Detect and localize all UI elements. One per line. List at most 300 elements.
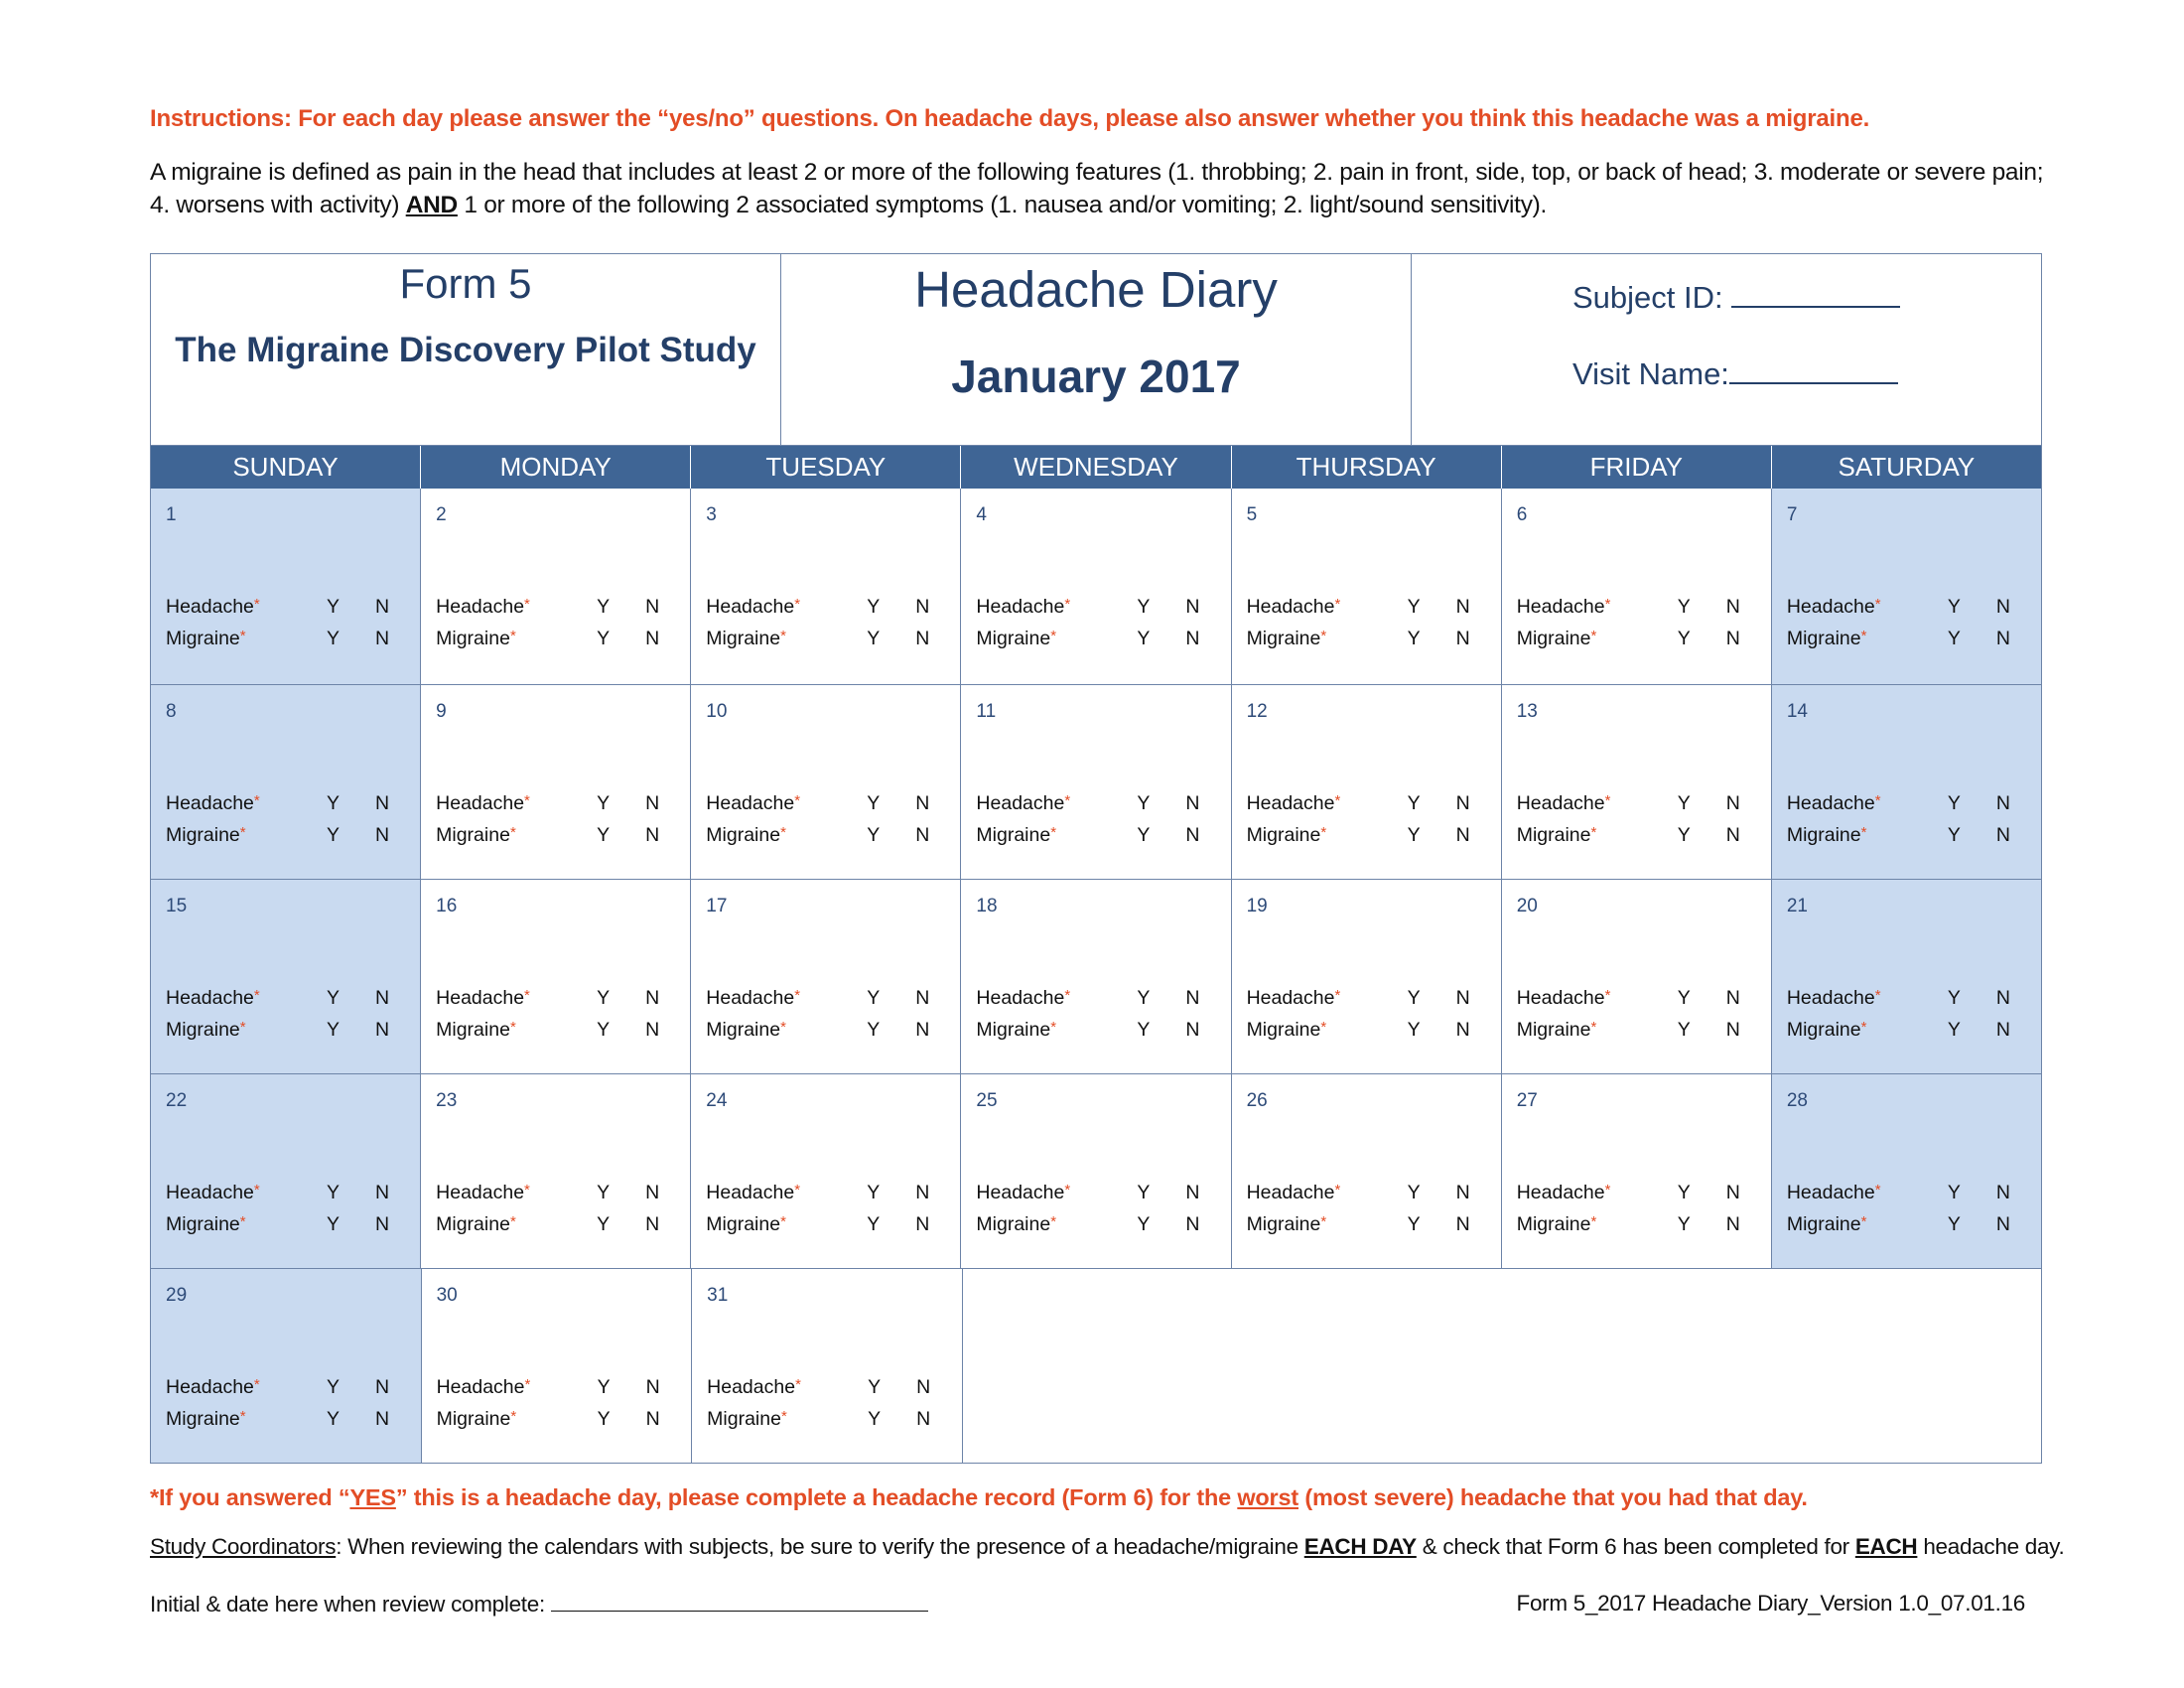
headache-label: Headache xyxy=(436,987,525,1009)
headache-yes-option[interactable]: Y xyxy=(867,792,881,814)
day-number: 21 xyxy=(1786,896,1808,916)
calendar-empty-cell xyxy=(962,1269,1233,1463)
headache-label: Headache xyxy=(436,596,525,618)
migraine-no-option[interactable]: N xyxy=(1455,628,1470,649)
migraine-no-option[interactable]: N xyxy=(915,824,930,846)
migraine-no-option[interactable]: N xyxy=(375,1019,390,1041)
headache-no-option[interactable]: N xyxy=(375,1376,390,1398)
migraine-label: Migraine xyxy=(1516,1019,1591,1041)
migraine-yes-option[interactable]: Y xyxy=(597,1213,611,1235)
required-marker: * xyxy=(509,1019,516,1036)
migraine-no-option[interactable]: N xyxy=(645,1408,660,1430)
headache-no-option[interactable]: N xyxy=(915,792,930,814)
day-number: 15 xyxy=(166,896,188,916)
migraine-yes-option[interactable]: Y xyxy=(1947,824,1961,846)
headache-no-option[interactable]: N xyxy=(375,792,390,814)
headache-question xyxy=(1787,987,2025,1010)
initial-blank[interactable] xyxy=(551,1591,928,1612)
headache-label: Headache xyxy=(706,596,795,618)
headache-no-option[interactable]: N xyxy=(375,1182,390,1203)
headache-yes-option[interactable]: Y xyxy=(597,1376,611,1398)
required-marker: * xyxy=(1604,1182,1611,1198)
required-marker: * xyxy=(1334,1182,1341,1198)
headache-yes-option[interactable]: Y xyxy=(1677,596,1691,618)
headache-yes-option[interactable]: Y xyxy=(327,1182,341,1203)
migraine-yes-option[interactable]: Y xyxy=(597,824,611,846)
headache-no-option[interactable]: N xyxy=(1455,596,1470,618)
headache-label: Headache xyxy=(1246,792,1335,814)
calendar-day-cell xyxy=(960,685,1230,879)
headache-yes-option[interactable]: Y xyxy=(1947,792,1961,814)
headache-yes-option[interactable]: Y xyxy=(1137,987,1151,1009)
migraine-no-option[interactable]: N xyxy=(1185,824,1200,846)
headache-no-option[interactable]: N xyxy=(1185,596,1200,618)
migraine-yes-option[interactable]: Y xyxy=(867,1213,881,1235)
required-marker: * xyxy=(1874,792,1881,809)
headache-yes-option[interactable]: Y xyxy=(327,596,341,618)
subject-id-field[interactable] xyxy=(1572,280,1900,316)
calendar-day-cell xyxy=(1231,880,1501,1073)
migraine-no-option[interactable]: N xyxy=(916,1408,931,1430)
headache-no-option[interactable]: N xyxy=(1455,792,1470,814)
required-marker: * xyxy=(1050,628,1057,644)
migraine-question xyxy=(1247,824,1485,847)
headache-no-option[interactable]: N xyxy=(375,987,390,1009)
calendar-day-cell xyxy=(960,489,1230,684)
headache-no-option[interactable]: N xyxy=(1995,792,2010,814)
migraine-no-option[interactable]: N xyxy=(1725,628,1740,649)
headache-yes-option[interactable]: Y xyxy=(867,987,881,1009)
headache-no-option[interactable]: N xyxy=(1725,1182,1740,1203)
headache-no-option[interactable]: N xyxy=(915,1182,930,1203)
migraine-no-option[interactable]: N xyxy=(1995,1019,2010,1041)
headache-question xyxy=(1787,792,2025,815)
migraine-yes-option[interactable]: Y xyxy=(1137,628,1151,649)
migraine-label: Migraine xyxy=(1246,1213,1321,1235)
day-number: 25 xyxy=(976,1090,998,1111)
headache-yes-option[interactable]: Y xyxy=(1947,987,1961,1009)
headache-no-option[interactable]: N xyxy=(1455,987,1470,1009)
note-part2: ” this is a headache day, please complete a headache record (Form 6) for the xyxy=(395,1484,1238,1510)
subject-id-blank[interactable] xyxy=(1731,280,1900,308)
visit-name-field[interactable] xyxy=(1572,356,1898,392)
headache-no-option[interactable]: N xyxy=(645,1376,660,1398)
migraine-label: Migraine xyxy=(436,1213,510,1235)
migraine-yes-option[interactable]: Y xyxy=(597,628,611,649)
required-marker: * xyxy=(524,987,530,1004)
migraine-no-option[interactable]: N xyxy=(1995,824,2010,846)
headache-label: Headache xyxy=(1786,596,1875,618)
required-marker: * xyxy=(1064,987,1071,1004)
headache-yes-option[interactable]: Y xyxy=(327,987,341,1009)
migraine-label: Migraine xyxy=(1516,1213,1591,1235)
headache-label: Headache xyxy=(1786,792,1875,814)
migraine-yes-option[interactable]: Y xyxy=(1407,1019,1421,1041)
migraine-label: Migraine xyxy=(436,628,510,649)
headache-question xyxy=(1517,792,1755,815)
required-marker: * xyxy=(253,792,260,809)
headache-no-option[interactable]: N xyxy=(915,596,930,618)
calendar-day-cell xyxy=(690,1074,960,1268)
calendar-day-cell xyxy=(421,1269,692,1463)
calendar-week-row xyxy=(151,684,2041,879)
required-marker: * xyxy=(780,1019,786,1036)
visit-name-blank[interactable] xyxy=(1729,356,1898,384)
migraine-question xyxy=(706,824,944,847)
headache-label: Headache xyxy=(706,1182,795,1203)
headache-question xyxy=(976,596,1214,619)
migraine-no-option[interactable]: N xyxy=(1725,824,1740,846)
headache-label: Headache xyxy=(976,1182,1065,1203)
headache-no-option[interactable]: N xyxy=(1185,987,1200,1009)
day-number: 24 xyxy=(706,1090,728,1111)
day-number: 14 xyxy=(1786,701,1808,722)
required-marker: * xyxy=(253,596,260,613)
migraine-no-option[interactable]: N xyxy=(1455,1213,1470,1235)
required-marker: * xyxy=(524,596,530,613)
headache-no-option[interactable]: N xyxy=(645,1182,660,1203)
headache-question xyxy=(1247,1182,1485,1204)
migraine-label: Migraine xyxy=(976,1019,1051,1041)
calendar-day-cell xyxy=(420,880,690,1073)
headache-question xyxy=(1247,987,1485,1010)
migraine-question xyxy=(976,824,1214,847)
migraine-no-option[interactable]: N xyxy=(915,1213,930,1235)
calendar-empty-cell xyxy=(1502,1269,1772,1463)
headache-yes-option[interactable]: Y xyxy=(597,987,611,1009)
required-marker: * xyxy=(1590,628,1597,644)
headache-yes-option[interactable]: Y xyxy=(867,596,881,618)
headache-no-option[interactable]: N xyxy=(645,596,660,618)
migraine-yes-option[interactable]: Y xyxy=(1137,1213,1151,1235)
headache-yes-option[interactable]: Y xyxy=(867,1182,881,1203)
headache-yes-option[interactable]: Y xyxy=(1407,792,1421,814)
migraine-yes-option[interactable]: Y xyxy=(597,1019,611,1041)
required-marker: * xyxy=(1064,792,1071,809)
headache-no-option[interactable]: N xyxy=(915,987,930,1009)
migraine-label: Migraine xyxy=(1516,824,1591,846)
headache-question xyxy=(1247,792,1485,815)
headache-yes-option[interactable]: Y xyxy=(1407,1182,1421,1203)
coord-part2: & check that Form 6 has been completed for xyxy=(1416,1534,1855,1559)
coord-part3: headache day. xyxy=(1917,1534,2065,1559)
day-number: 2 xyxy=(436,504,447,525)
required-marker: * xyxy=(239,1213,246,1230)
headache-no-option[interactable]: N xyxy=(1725,792,1740,814)
headache-question xyxy=(976,792,1214,815)
required-marker: * xyxy=(253,1182,260,1198)
coord-part1: : When reviewing the calendars with subjects, be sure to verify the presence of a headache/migraine xyxy=(336,1534,1304,1559)
version-label: Form 5_2017 Headache Diary_Version 1.0_07.01.16 xyxy=(1516,1591,2025,1616)
required-marker: * xyxy=(1064,596,1071,613)
migraine-yes-option[interactable]: Y xyxy=(1407,1213,1421,1235)
migraine-question xyxy=(1247,1213,1485,1236)
migraine-yes-option[interactable]: Y xyxy=(327,1019,341,1041)
migraine-label: Migraine xyxy=(1246,1019,1321,1041)
headache-question xyxy=(436,792,674,815)
migraine-label: Migraine xyxy=(706,628,781,649)
migraine-question xyxy=(1517,1213,1755,1236)
headache-yes-option[interactable]: Y xyxy=(597,792,611,814)
migraine-label: Migraine xyxy=(976,628,1051,649)
required-marker: * xyxy=(1320,1019,1327,1036)
migraine-no-option[interactable]: N xyxy=(645,824,660,846)
headache-yes-option[interactable]: Y xyxy=(327,792,341,814)
headache-label: Headache xyxy=(166,792,254,814)
migraine-no-option[interactable]: N xyxy=(375,824,390,846)
required-marker: * xyxy=(1590,1019,1597,1036)
headache-no-option[interactable]: N xyxy=(1185,792,1200,814)
migraine-yes-option[interactable]: Y xyxy=(1947,628,1961,649)
headache-question xyxy=(1247,596,1485,619)
day-number: 7 xyxy=(1786,504,1798,525)
migraine-label: Migraine xyxy=(706,824,781,846)
headache-no-option[interactable]: N xyxy=(1995,987,2010,1009)
required-marker: * xyxy=(253,987,260,1004)
headache-yes-option[interactable]: Y xyxy=(1677,987,1691,1009)
headache-yes-option[interactable]: Y xyxy=(1677,792,1691,814)
headache-label: Headache xyxy=(436,1182,525,1203)
headache-no-option[interactable]: N xyxy=(1995,1182,2010,1203)
calendar-day-cell xyxy=(1771,489,2041,684)
required-marker: * xyxy=(1860,824,1867,841)
headache-yes-option[interactable]: Y xyxy=(1677,1182,1691,1203)
day-number: 1 xyxy=(166,504,177,525)
calendar-day-cell xyxy=(1231,685,1501,879)
required-marker: * xyxy=(780,1408,787,1425)
headache-yes-option[interactable]: Y xyxy=(1137,1182,1151,1203)
note-worst: worst xyxy=(1237,1484,1298,1510)
headache-question xyxy=(436,596,674,619)
headache-yes-option[interactable]: Y xyxy=(1407,596,1421,618)
migraine-yes-option[interactable]: Y xyxy=(327,1408,341,1430)
migraine-definition xyxy=(150,156,2056,221)
day-number: 6 xyxy=(1516,504,1528,525)
migraine-no-option[interactable]: N xyxy=(645,1213,660,1235)
headache-label: Headache xyxy=(706,987,795,1009)
headache-no-option[interactable]: N xyxy=(1185,1182,1200,1203)
required-marker: * xyxy=(1320,824,1327,841)
headache-no-option[interactable]: N xyxy=(1725,596,1740,618)
weekday-saturday: SATURDAY xyxy=(1771,446,2041,489)
required-marker: * xyxy=(239,628,246,644)
headache-no-option[interactable]: N xyxy=(916,1376,931,1398)
headache-label: Headache xyxy=(1786,1182,1875,1203)
migraine-yes-option[interactable]: Y xyxy=(867,1019,881,1041)
headache-label: Headache xyxy=(166,596,254,618)
calendar-day-cell xyxy=(690,880,960,1073)
day-number: 8 xyxy=(166,701,177,722)
migraine-yes-option[interactable]: Y xyxy=(1407,824,1421,846)
calendar-day-cell xyxy=(151,489,420,684)
day-number: 28 xyxy=(1786,1090,1808,1111)
migraine-yes-option[interactable]: Y xyxy=(1947,1019,1961,1041)
migraine-no-option[interactable]: N xyxy=(645,1019,660,1041)
headache-yes-option[interactable]: Y xyxy=(1947,596,1961,618)
headache-question xyxy=(706,792,944,815)
required-marker: * xyxy=(794,1182,801,1198)
required-marker: * xyxy=(1334,596,1341,613)
migraine-yes-option[interactable]: Y xyxy=(597,1408,611,1430)
diary-title: Headache Diary xyxy=(914,261,1278,318)
calendar-day-cell xyxy=(151,1269,421,1463)
migraine-no-option[interactable]: N xyxy=(645,628,660,649)
migraine-yes-option[interactable]: Y xyxy=(868,1408,882,1430)
day-number: 13 xyxy=(1516,701,1538,722)
headache-question xyxy=(437,1376,675,1399)
migraine-question xyxy=(976,628,1214,650)
migraine-no-option[interactable]: N xyxy=(1995,1213,2010,1235)
headache-yes-option[interactable]: Y xyxy=(868,1376,882,1398)
migraine-label: Migraine xyxy=(436,824,510,846)
migraine-question xyxy=(166,628,404,650)
migraine-yes-option[interactable]: Y xyxy=(1677,1213,1691,1235)
migraine-yes-option[interactable]: Y xyxy=(327,1213,341,1235)
migraine-no-option[interactable]: N xyxy=(1455,824,1470,846)
migraine-question xyxy=(1787,1213,2025,1236)
weekday-header-row xyxy=(151,446,2041,489)
form-header xyxy=(150,253,2042,446)
headache-yes-option[interactable]: Y xyxy=(1137,792,1151,814)
required-marker: * xyxy=(1320,628,1327,644)
required-marker: * xyxy=(794,596,801,613)
review-initial-field[interactable] xyxy=(150,1591,928,1618)
required-marker: * xyxy=(239,1019,246,1036)
required-marker: * xyxy=(239,824,246,841)
migraine-no-option[interactable]: N xyxy=(915,1019,930,1041)
calendar-day-cell xyxy=(1231,489,1501,684)
headache-no-option[interactable]: N xyxy=(645,792,660,814)
calendar-day-cell xyxy=(690,489,960,684)
required-marker: * xyxy=(239,1408,246,1425)
note-yes: YES xyxy=(349,1484,396,1510)
headache-no-option[interactable]: N xyxy=(375,596,390,618)
migraine-question xyxy=(436,1213,674,1236)
headache-label: Headache xyxy=(707,1376,796,1398)
migraine-no-option[interactable]: N xyxy=(375,1408,390,1430)
migraine-no-option[interactable]: N xyxy=(1725,1213,1740,1235)
calendar-day-cell xyxy=(1501,489,1771,684)
migraine-label: Migraine xyxy=(976,1213,1051,1235)
calendar-day-cell xyxy=(1771,685,2041,879)
calendar-week-row xyxy=(151,879,2041,1073)
migraine-yes-option[interactable]: Y xyxy=(1677,1019,1691,1041)
migraine-no-option[interactable]: N xyxy=(1185,1019,1200,1041)
migraine-question xyxy=(436,824,674,847)
migraine-no-option[interactable]: N xyxy=(1995,628,2010,649)
headache-label: Headache xyxy=(1246,596,1335,618)
day-number: 22 xyxy=(166,1090,188,1111)
headache-question xyxy=(166,1376,404,1399)
calendar-day-cell xyxy=(1771,880,2041,1073)
migraine-question xyxy=(1247,1019,1485,1042)
headache-label: Headache xyxy=(1516,792,1605,814)
headache-no-option[interactable]: N xyxy=(645,987,660,1009)
headache-no-option[interactable]: N xyxy=(1995,596,2010,618)
migraine-yes-option[interactable]: Y xyxy=(867,824,881,846)
day-number: 29 xyxy=(166,1285,188,1306)
calendar-weeks xyxy=(151,489,2041,1463)
migraine-question xyxy=(706,1019,944,1042)
migraine-label: Migraine xyxy=(1786,1213,1861,1235)
migraine-no-option[interactable]: N xyxy=(915,628,930,649)
form-info-cell xyxy=(151,254,780,445)
headache-yes-option[interactable]: Y xyxy=(1947,1182,1961,1203)
headache-yes-option[interactable]: Y xyxy=(1407,987,1421,1009)
definition-and: AND xyxy=(405,192,458,218)
headache-no-option[interactable]: N xyxy=(1455,1182,1470,1203)
headache-no-option[interactable]: N xyxy=(1725,987,1740,1009)
migraine-yes-option[interactable]: Y xyxy=(1137,1019,1151,1041)
required-marker: * xyxy=(1860,1019,1867,1036)
migraine-no-option[interactable]: N xyxy=(375,628,390,649)
migraine-no-option[interactable]: N xyxy=(375,1213,390,1235)
migraine-yes-option[interactable]: Y xyxy=(1407,628,1421,649)
headache-label: Headache xyxy=(1516,987,1605,1009)
required-marker: * xyxy=(1874,596,1881,613)
instructions-text: Instructions: For each day please answer the “yes/no” questions. On headache days, please also answer whether you think this headache was a migraine. xyxy=(150,105,1870,132)
initial-label: Initial & date here when review complete: xyxy=(150,1592,551,1617)
required-marker: * xyxy=(524,1182,530,1198)
day-number: 23 xyxy=(436,1090,458,1111)
migraine-yes-option[interactable]: Y xyxy=(327,824,341,846)
required-marker: * xyxy=(509,824,516,841)
headache-yes-option[interactable]: Y xyxy=(597,1182,611,1203)
headache-label: Headache xyxy=(166,987,254,1009)
migraine-yes-option[interactable]: Y xyxy=(867,628,881,649)
migraine-label: Migraine xyxy=(436,1019,510,1041)
migraine-yes-option[interactable]: Y xyxy=(1677,824,1691,846)
diary-title-cell xyxy=(780,254,1411,445)
required-marker: * xyxy=(253,1376,260,1393)
headache-yes-option[interactable]: Y xyxy=(1137,596,1151,618)
required-marker: * xyxy=(1050,824,1057,841)
migraine-question xyxy=(976,1019,1214,1042)
migraine-question xyxy=(1517,628,1755,650)
day-number: 12 xyxy=(1246,701,1268,722)
headache-label: Headache xyxy=(976,792,1065,814)
migraine-yes-option[interactable]: Y xyxy=(1677,628,1691,649)
calendar-empty-cell xyxy=(1232,1269,1502,1463)
migraine-yes-option[interactable]: Y xyxy=(1137,824,1151,846)
headache-yes-option[interactable]: Y xyxy=(597,596,611,618)
required-marker: * xyxy=(1874,987,1881,1004)
migraine-no-option[interactable]: N xyxy=(1185,1213,1200,1235)
migraine-no-option[interactable]: N xyxy=(1455,1019,1470,1041)
migraine-no-option[interactable]: N xyxy=(1185,628,1200,649)
migraine-label: Migraine xyxy=(166,824,240,846)
headache-label: Headache xyxy=(1516,596,1605,618)
day-number: 19 xyxy=(1246,896,1268,916)
calendar-day-cell xyxy=(1501,880,1771,1073)
required-marker: * xyxy=(780,824,786,841)
coord-label: Study Coordinators xyxy=(150,1534,337,1559)
headache-question xyxy=(1787,596,2025,619)
migraine-label: Migraine xyxy=(706,1019,781,1041)
required-marker: * xyxy=(780,628,786,644)
headache-yes-option[interactable]: Y xyxy=(327,1376,341,1398)
migraine-question xyxy=(166,1408,404,1431)
migraine-yes-option[interactable]: Y xyxy=(327,628,341,649)
calendar-week-row xyxy=(151,1268,2041,1463)
headache-label: Headache xyxy=(166,1376,254,1398)
migraine-label: Migraine xyxy=(166,628,240,649)
day-number: 11 xyxy=(976,701,997,722)
migraine-yes-option[interactable]: Y xyxy=(1947,1213,1961,1235)
migraine-no-option[interactable]: N xyxy=(1725,1019,1740,1041)
migraine-question xyxy=(706,628,944,650)
migraine-label: Migraine xyxy=(976,824,1051,846)
